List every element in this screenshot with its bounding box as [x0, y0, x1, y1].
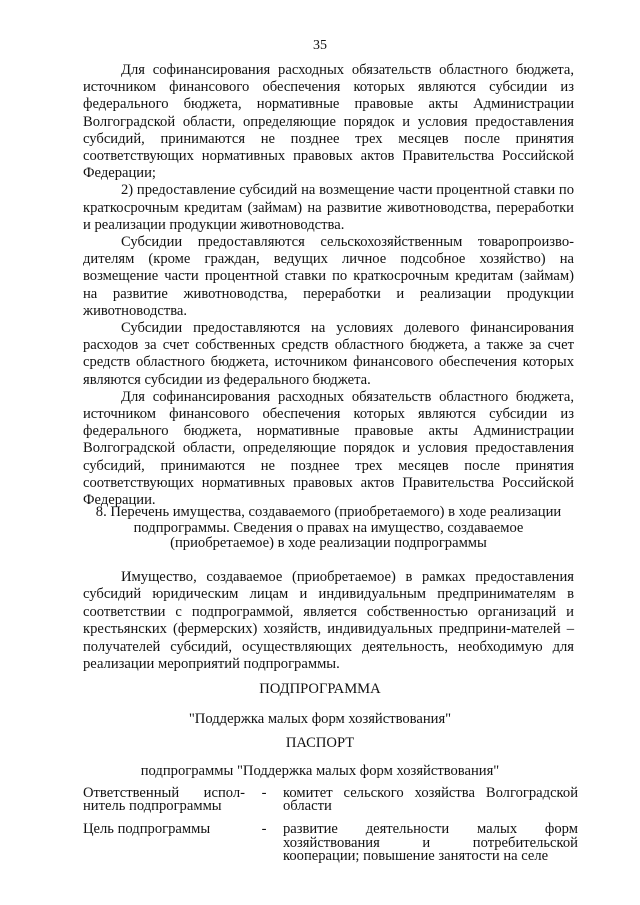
paragraph: Субсидии предоставляются на условиях долевого финансирования расходов за счет собственных средств областного бюджета, а также за счет средств областного бюджета, источником финансового обеспечения которых являются субсидии из федерального бюджета. — [83, 320, 574, 388]
body-text — [83, 62, 574, 509]
paragraph: Субсидии предоставляются сельскохозяйственным товаропроизво-дителям (кроме граждан, ведущих личное подсобное хозяйство) на возмещение части процентной ставки по краткосрочным кредитам (займам) на развитие животноводства, переработки и реализации продукции животноводства. — [83, 234, 574, 319]
subprogram-heading: ПОДПРОГРАММА — [259, 681, 381, 697]
paragraph: Для софинансирования расходных обязательств областного бюджета, источником финансового обеспечения которых являются субсидии из федерального бюджета, нормативные правовые акты Администрации Волгоградской области, определяющие порядок и условия предоставления субсидий, принимаются не позднее трех месяцев после принятия соответствующих нормативных правовых актов Правительства Российской Федерации; — [83, 62, 574, 182]
page-number: 35 — [313, 38, 327, 53]
passport-row — [83, 787, 578, 813]
paragraph: Для софинансирования расходных обязательств областного бюджета, источником финансового обеспечения которых являются субсидии из федерального бюджета, нормативные правовые акты Администрации Волгоградской области, определяющие порядок и условия предоставления субсидий, принимаются не позднее трех месяцев после принятия соответствующих нормативных правовых актов Правительства Российской Федерации. — [83, 388, 574, 509]
property-section — [83, 569, 574, 673]
passport-row-value: комитет сельского хозяйства Волгоградской области — [283, 785, 578, 815]
passport-row-label: Цель подпрограммы — [83, 821, 211, 838]
subprogram-name: "Поддержка малых форм хозяйствования" — [188, 711, 452, 727]
passport-table — [83, 787, 578, 863]
passport-row-dash: - — [261, 821, 267, 838]
paragraph: Имущество, создаваемое (приобретаемое) в рамках предоставления субсидий юридическим лицам и индивидуальным предпринимателям в соответствии с подпрограммой, является собственностью организаций и крестьянских (фермерских) хозяйств, индивидуальных предприни-мателей – получателей субсидий, осуществляющих деятельность, необходимую для реализации мероприятий подпрограммы. — [83, 569, 574, 673]
passport-row — [83, 823, 578, 863]
passport-row-label: Ответственный испол-нитель подпрограммы — [83, 785, 245, 815]
passport-heading: ПАСПОРТ — [285, 735, 355, 751]
paragraph: 2) предоставление субсидий на возмещение части процентной ставки по краткосрочным кредитам (займам) на развитие животноводства, переработки и реализации продукции животноводства. — [83, 182, 574, 233]
passport-subtitle: подпрограммы "Поддержка малых форм хозяйствования" — [140, 763, 500, 779]
section-8-heading: 8. Перечень имущества, создаваемого (приобретаемого) в ходе реализации подпрограммы. Сведения о правах на имущество, создаваемое (приобретаемое) в ходе реализации подпрограммы — [95, 504, 562, 551]
passport-row-value: развитие деятельности малых форм хозяйствования и потребительской кооперации; повышение занятости на селе — [283, 821, 578, 864]
passport-row-dash: - — [261, 785, 267, 801]
